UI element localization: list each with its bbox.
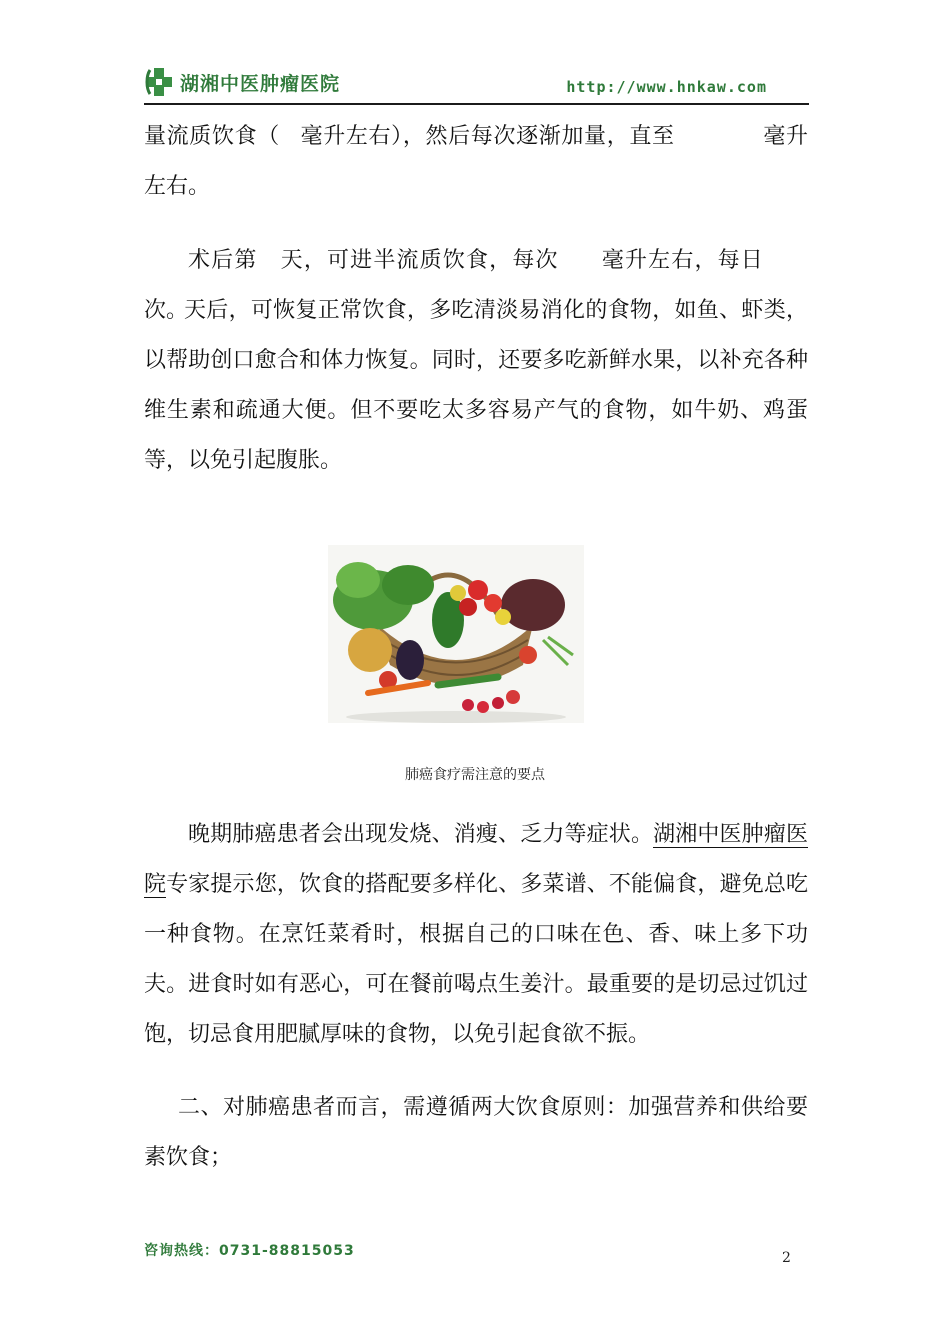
hospital-link[interactable]: 湖湘中医肿瘤医院 bbox=[144, 822, 808, 897]
figure-caption: 肺癌食疗需注意的要点 bbox=[405, 767, 545, 783]
p1-text-b: 毫升左右），然后每次逐渐加量，直至 bbox=[299, 124, 675, 149]
page-number: 2 bbox=[782, 1250, 791, 1266]
hotline-text: 咨询热线：0731-88815053 bbox=[144, 1243, 355, 1259]
vegetable-basket-illustration bbox=[328, 545, 584, 723]
page-header bbox=[144, 62, 809, 104]
p4-text-b: 专家提示您，饮食的搭配要多样化、多菜谱、不能偏食，避免总吃一种食物。在烹饪菜肴时，根据自己的口味在色、香、味上多下功夫。进食时如有恶心，可在餐前喝点生姜汁。最重要的是切忌过饥过饱，切忌食用肥腻厚味的食物，以免引起食欲不振。 bbox=[144, 872, 808, 1047]
paragraph-3: 天后，可恢复正常饮食，多吃清淡易消化的食物，如鱼、虾类，以帮助创口愈合和体力恢复。同时，还要多吃新鲜水果，以补充各种维生素和疏通大便。但不要吃太多容易产气的食物，如牛奶、鸡蛋等，以免引起腹胀。 bbox=[144, 298, 808, 473]
p2-text-a: 术后第 bbox=[188, 248, 258, 273]
website-url[interactable]: http://www.hnkaw.com bbox=[566, 78, 767, 96]
paragraph-5: 二、对肺癌患者而言，需遵循两大饮食原则：加强营养和供给要素饮食； bbox=[144, 1095, 808, 1170]
paragraph-1 bbox=[144, 112, 808, 212]
p1-text-a: 量流质饮食（ bbox=[144, 124, 280, 149]
paragraph-4 bbox=[144, 810, 808, 1060]
p4-text-a: 晚期肺癌患者会出现发烧、消瘦、乏力等症状。 bbox=[188, 822, 654, 847]
p2-text-d: 次。 bbox=[144, 298, 189, 323]
p1-text-c: 毫升左右。 bbox=[144, 124, 808, 199]
hospital-cross-icon bbox=[144, 66, 174, 98]
p2-text-c: 毫升左右，每日 bbox=[600, 248, 764, 273]
hospital-logo bbox=[144, 66, 340, 98]
header-divider bbox=[144, 103, 809, 105]
p2-text-b: 天，可进半流质饮食，每次 bbox=[279, 248, 559, 273]
hospital-name: 湖湘中医肿瘤医院 bbox=[180, 72, 341, 95]
vegetable-basket-image bbox=[328, 545, 584, 723]
